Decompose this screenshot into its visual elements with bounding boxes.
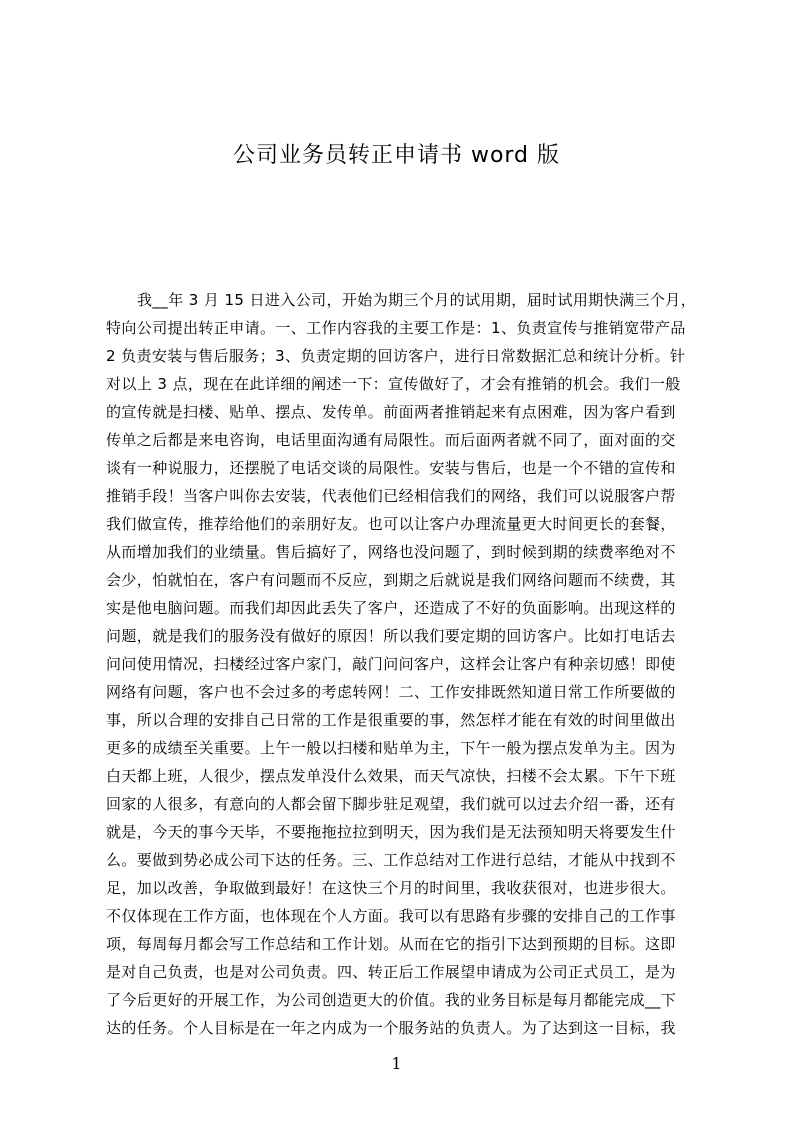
paragraph-line: 传单之后都是来电咨询，电话里面沟通有局限性。而后面两者就不同了，面对面的交	[106, 431, 676, 449]
paragraph-line: 问问使用情况，扫楼经过客户家门，敲门问问客户，这样会让客户有种亲切感！即使	[106, 655, 676, 673]
paragraph-line: 我们做宣传，推荐给他们的亲朋好友。也可以让客户办理流量更大时间更长的套餐，	[106, 515, 676, 533]
paragraph-line: 我__年 3 月 15 日进入公司，开始为期三个月的试用期，届时试用期快满三个月，	[137, 291, 697, 309]
paragraph-line: 是对自己负责，也是对公司负责。四、转正后工作展望申请成为公司正式员工，是为	[106, 963, 676, 981]
paragraph-line: 不仅体现在工作方面，也体现在个人方面。我可以有思路有步骤的安排自己的工作事	[106, 907, 676, 925]
paragraph-line: 就是，今天的事今天毕，不要拖拖拉拉到明天，因为我们是无法预知明天将要发生什	[106, 823, 676, 841]
paragraph-line: 特向公司提出转正申请。一、工作内容我的主要工作是：1、负责宣传与推销宽带产品	[106, 319, 686, 337]
paragraph-line: 白天都上班，人很少，摆点发单没什么效果，而天气凉快，扫楼不会太累。下午下班	[106, 767, 676, 785]
paragraph-line: 2 负责安装与售后服务；3、负责定期的回访客户，进行日常数据汇总和统计分析。针	[106, 347, 686, 365]
paragraph-line: 事，所以合理的安排自己日常的工作是很重要的事，然怎样才能在有效的时间里做出	[106, 711, 676, 729]
paragraph-line: 对以上 3 点，现在在此详细的阐述一下：宣传做好了，才会有推销的机会。我们一般	[106, 375, 681, 393]
paragraph-line: 达的任务。个人目标是在一年之内成为一个服务站的负责人。为了达到这一目标，我	[106, 1019, 676, 1037]
paragraph-line: 项，每周每月都会写工作总结和工作计划。从而在它的指引下达到预期的目标。这即	[106, 935, 676, 953]
paragraph-line: 足，加以改善，争取做到最好！在这快三个月的时间里，我收获很对，也进步很大。	[106, 879, 676, 897]
paragraph-line: 实是他电脑问题。而我们却因此丢失了客户，还造成了不好的负面影响。出现这样的	[106, 599, 676, 617]
paragraph-line: 网络有问题，客户也不会过多的考虑转网！二、工作安排既然知道日常工作所要做的	[106, 683, 676, 701]
paragraph-line: 么。要做到势必成公司下达的任务。三、工作总结对工作进行总结，才能从中找到不	[106, 851, 676, 869]
paragraph-line: 问题，就是我们的服务没有做好的原因！所以我们要定期的回访客户。比如打电话去	[106, 627, 676, 645]
page-number: 1	[391, 1054, 402, 1073]
paragraph-line: 会少，怕就怕在，客户有问题而不反应，到期之后就说是我们网络问题而不续费，其	[106, 571, 676, 589]
paragraph-line: 更多的成绩至关重要。上午一般以扫楼和贴单为主，下午一般为摆点发单为主。因为	[106, 739, 676, 757]
paragraph-line: 了今后更好的开展工作，为公司创造更大的价值。我的业务目标是每月都能完成__下	[106, 991, 677, 1009]
paragraph-line: 从而增加我们的业绩量。售后搞好了，网络也没问题了，到时候到期的续费率绝对不	[106, 543, 676, 561]
paragraph-line: 回家的人很多，有意向的人都会留下脚步驻足观望，我们就可以过去介绍一番，还有	[106, 795, 676, 813]
paragraph-line: 的宣传就是扫楼、贴单、摆点、发传单。前面两者推销起来有点困难，因为客户看到	[106, 403, 676, 421]
paragraph-line: 推销手段！当客户叫你去安装，代表他们已经相信我们的网络，我们可以说服客户帮	[106, 487, 676, 505]
paragraph-line: 谈有一种说服力，还摆脱了电话交谈的局限性。安装与售后，也是一个不错的宣传和	[106, 459, 676, 477]
document-body	[106, 286, 698, 1037]
document-title: 公司业务员转正申请书 word 版	[232, 143, 561, 168]
